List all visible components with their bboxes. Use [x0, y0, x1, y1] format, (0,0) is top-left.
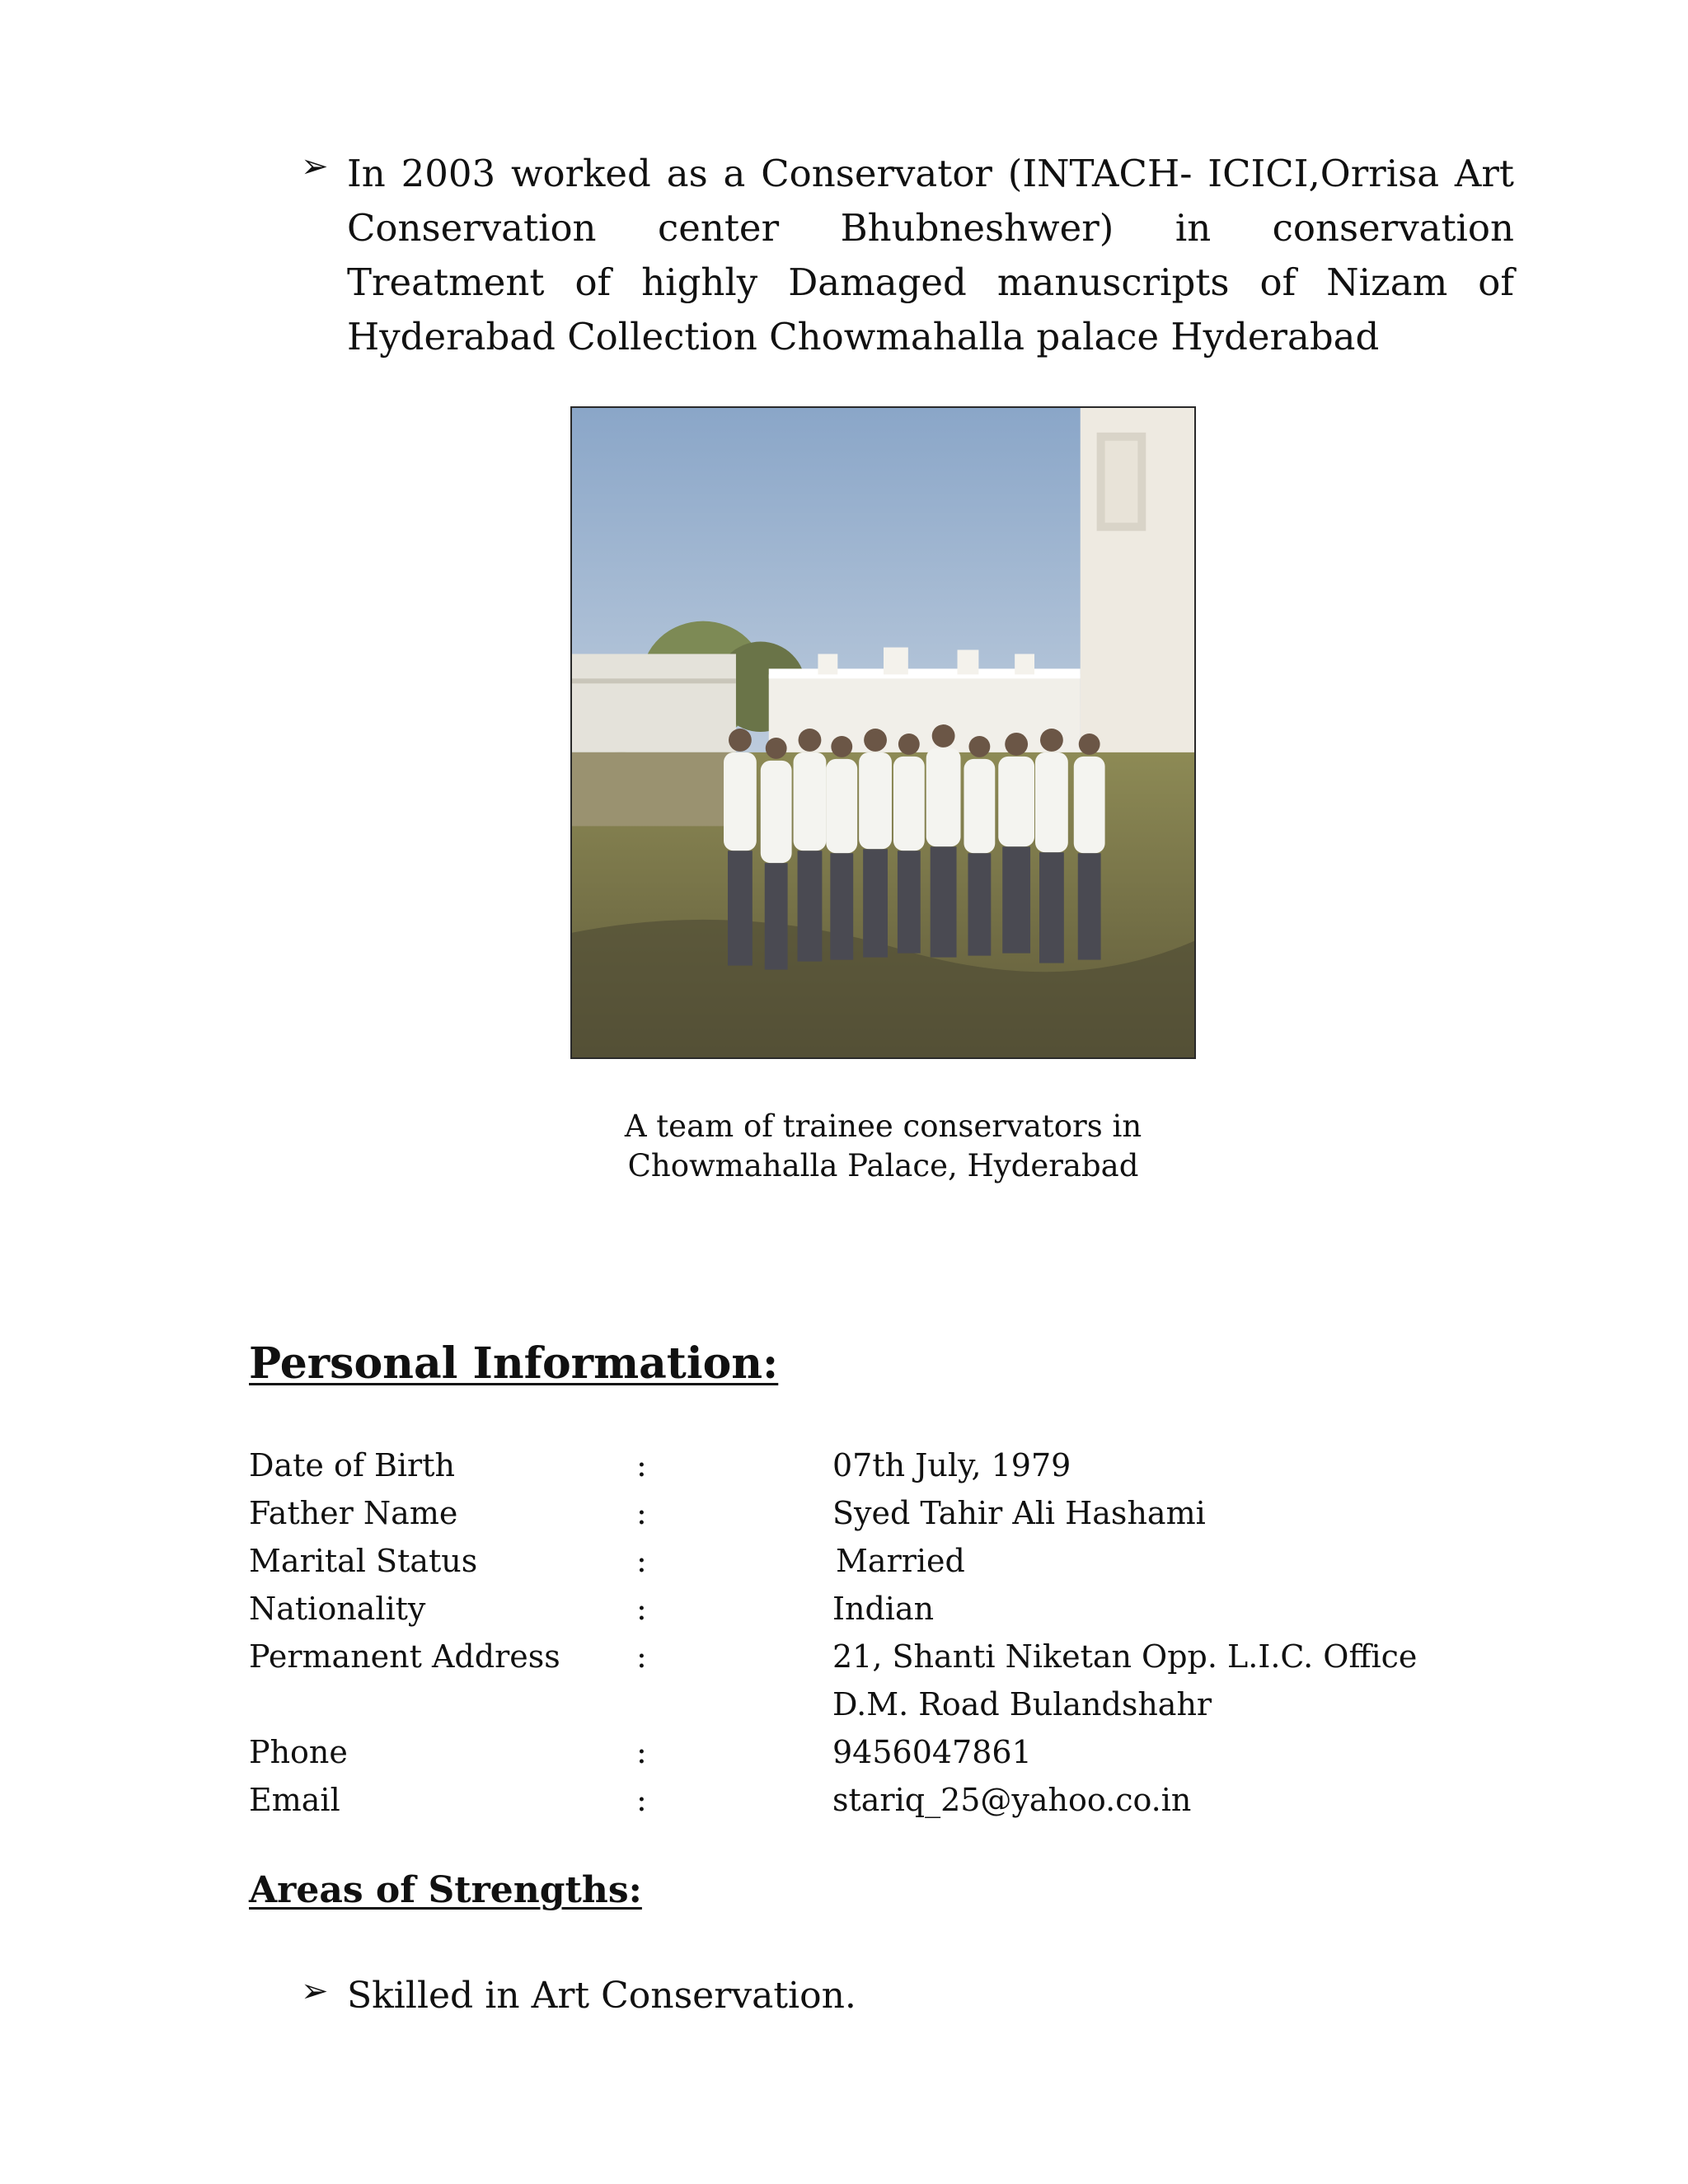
experience-text: In 2003 worked as a Conservator (INTACH- ICICI,Orrisa Art Conservation center Bhubneshwer) in conservation Treatment of highly Damaged manuscripts of Nizam of Hyderabad Collection Chowmahalla palace Hyderabad — [347, 152, 1514, 359]
strength-text: Skilled in Art Conservation. — [347, 1975, 856, 2017]
info-value: stariq_25@yahoo.co.in — [832, 1782, 1192, 1818]
info-row-email — [249, 1776, 1485, 1824]
arrowhead-bullet-icon: ➢ — [301, 1972, 329, 2010]
info-row-permanent-address — [249, 1633, 1485, 1680]
info-separator: : — [636, 1495, 647, 1531]
info-value: 21, Shanti Niketan Opp. L.I.C. Office — [832, 1638, 1418, 1675]
info-row-phone — [249, 1728, 1485, 1776]
info-value: Syed Tahir Ali Hashami — [832, 1495, 1206, 1531]
info-value: D.M. Road Bulandshahr — [832, 1686, 1212, 1722]
info-value: 9456047861 — [832, 1734, 1032, 1770]
info-value: Married — [836, 1543, 965, 1579]
info-label: Father Name — [249, 1495, 458, 1531]
personal-information-heading: Personal Information: — [249, 1338, 779, 1389]
info-row-address-line2 — [249, 1680, 1485, 1728]
info-separator: : — [636, 1638, 647, 1675]
info-label: Nationality — [249, 1591, 426, 1627]
info-separator: : — [636, 1543, 647, 1579]
photo-caption-line2: Chowmahalla Palace, Hyderabad — [627, 1148, 1139, 1183]
info-row-date-of-birth — [249, 1441, 1485, 1489]
info-row-father-name — [249, 1489, 1485, 1537]
info-separator: : — [636, 1782, 647, 1818]
info-separator: : — [636, 1591, 647, 1627]
team-photo — [570, 406, 1196, 1059]
info-label: Marital Status — [249, 1543, 478, 1579]
info-row-marital-status — [249, 1537, 1485, 1585]
info-value: Indian — [832, 1591, 935, 1627]
info-label: Date of Birth — [249, 1447, 455, 1483]
photo-caption-line1: A team of trainee conservators in — [624, 1108, 1142, 1144]
info-label: Permanent Address — [249, 1638, 560, 1675]
info-label: Email — [249, 1782, 340, 1818]
info-row-nationality — [249, 1585, 1485, 1633]
info-separator: : — [636, 1447, 647, 1483]
info-label: Phone — [249, 1734, 348, 1770]
areas-of-strengths-heading: Areas of Strengths: — [249, 1869, 642, 1911]
info-value: 07th July, 1979 — [832, 1447, 1071, 1483]
arrowhead-bullet-icon: ➢ — [301, 148, 329, 185]
info-separator: : — [636, 1734, 647, 1770]
